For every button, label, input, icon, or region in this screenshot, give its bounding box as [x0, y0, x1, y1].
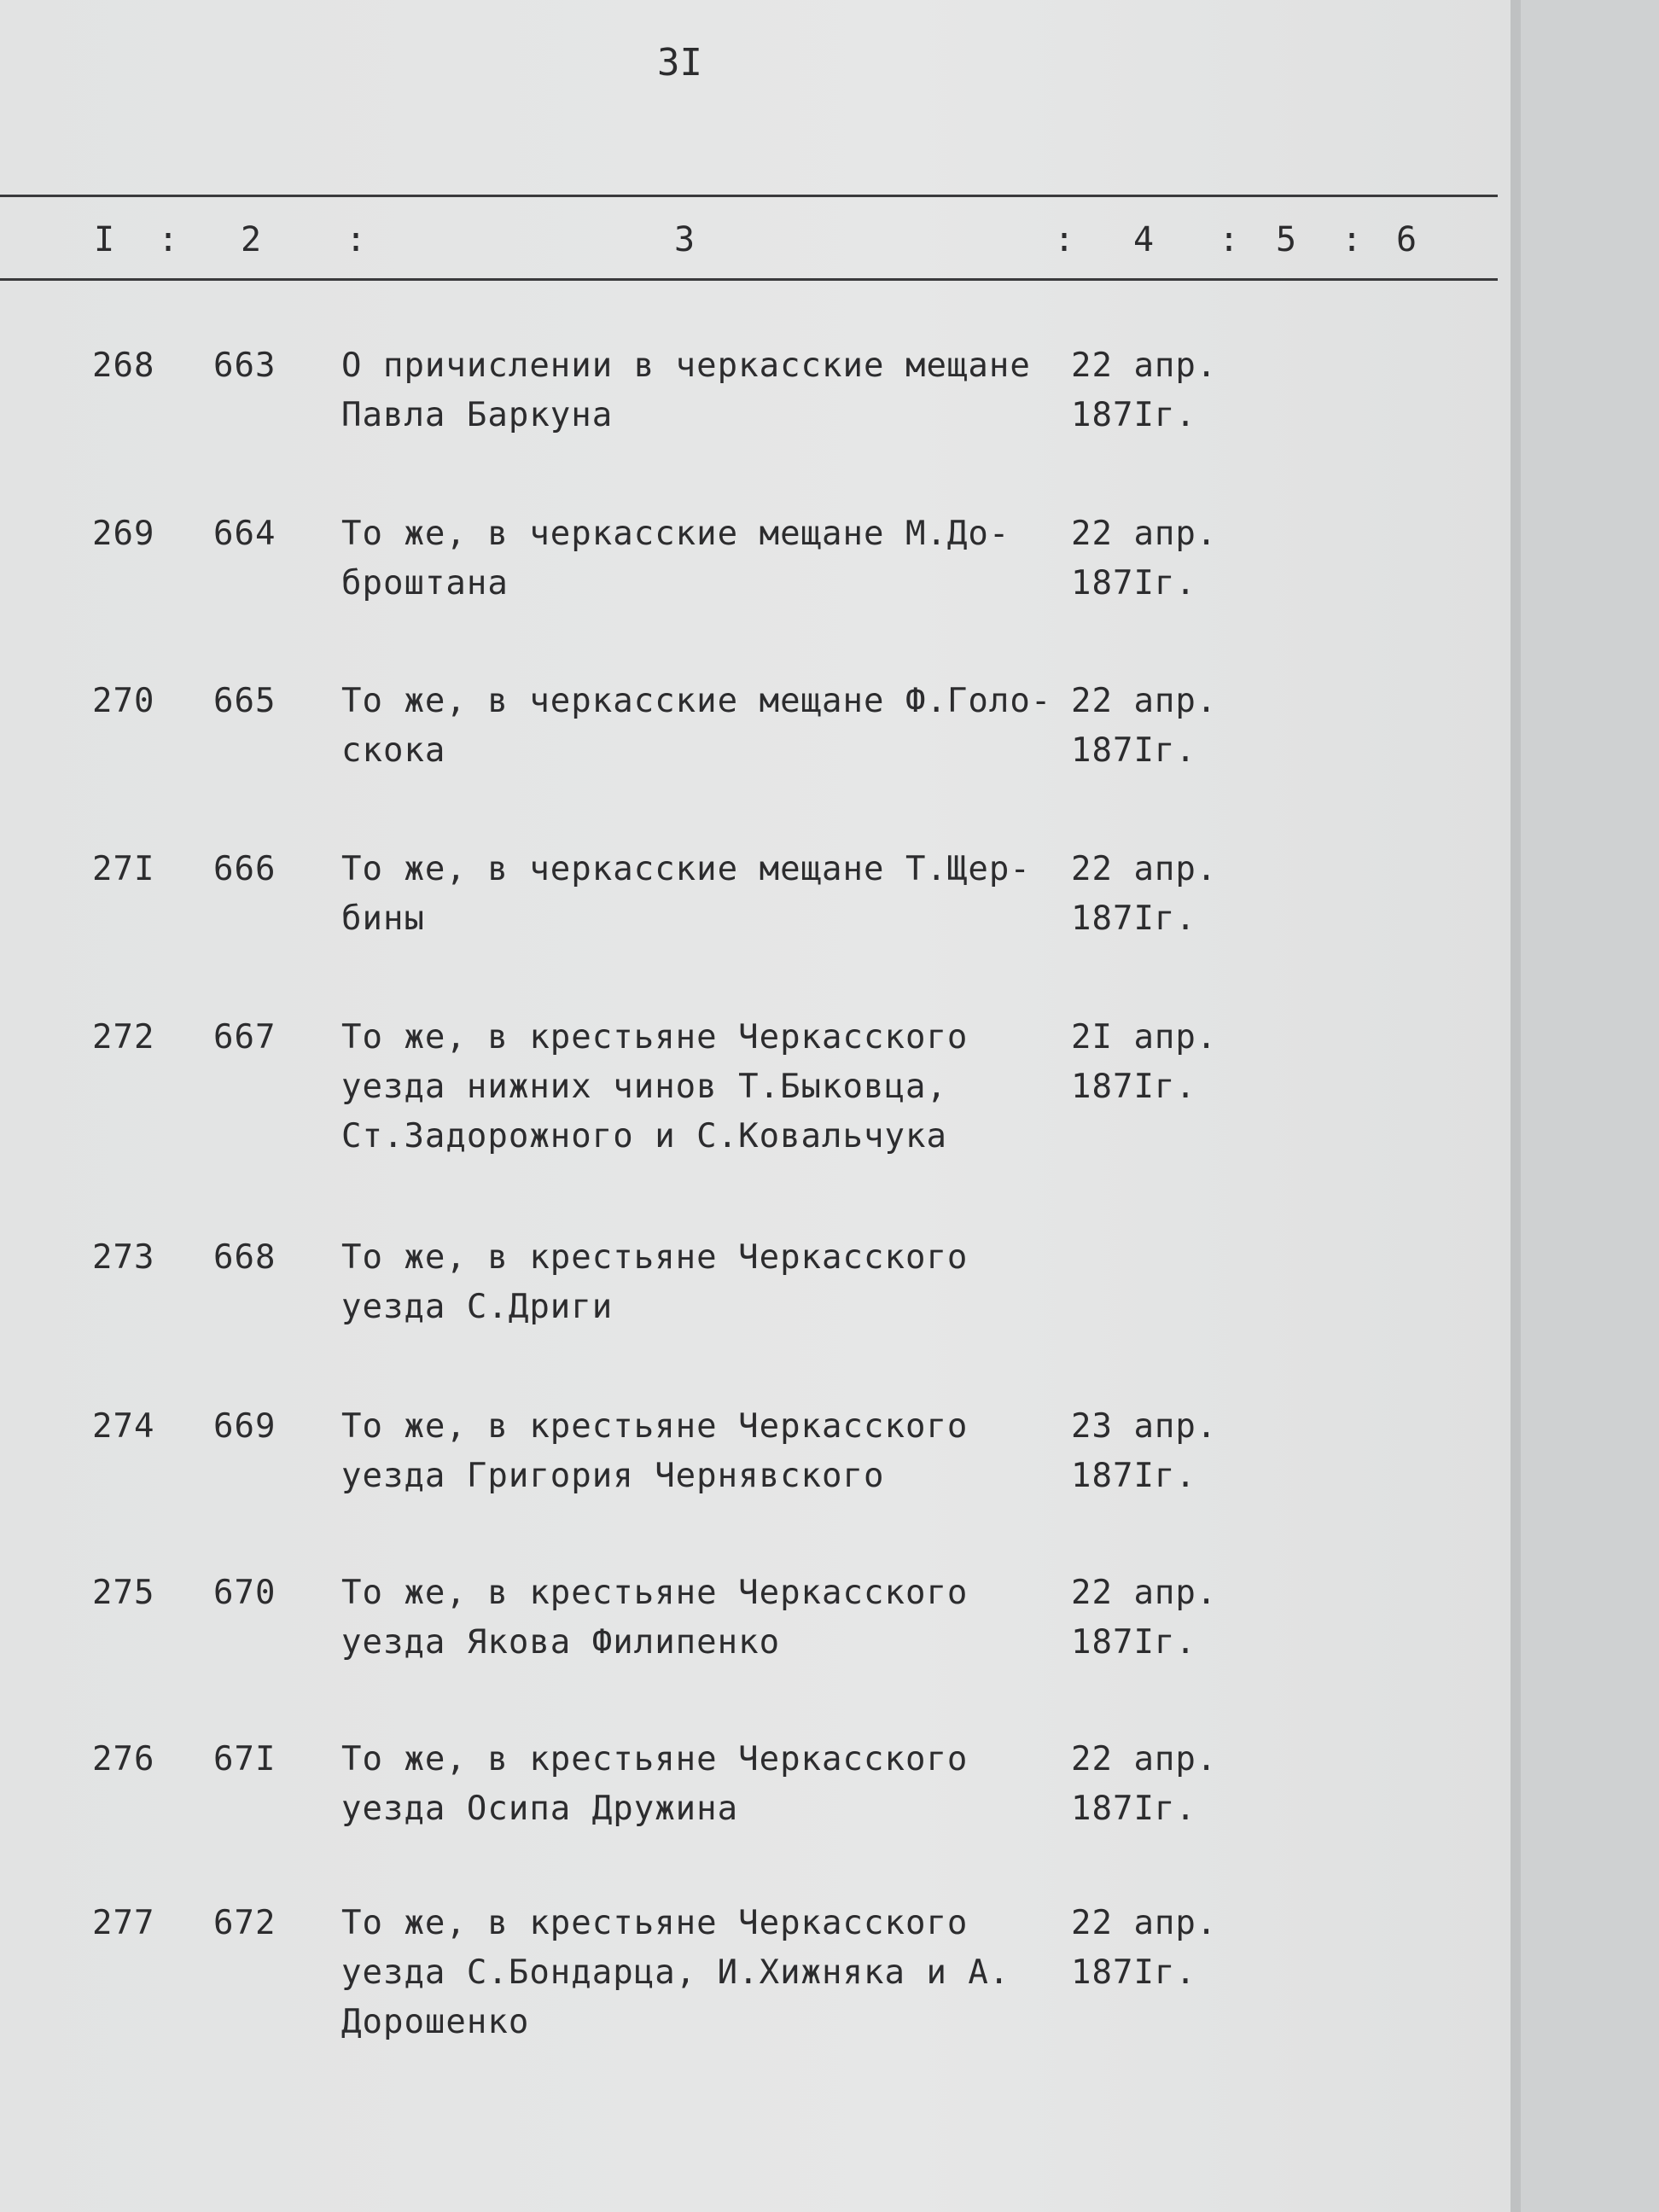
entry-date	[1071, 1569, 1217, 1668]
entry-number: 273	[92, 1238, 155, 1277]
description-line: скока	[341, 731, 446, 770]
description-line: уезда Якова Филипенко	[341, 1623, 781, 1662]
description-line: Ст.Задорожного и С.Ковальчука	[341, 1117, 947, 1155]
entry-number: 270	[92, 682, 155, 720]
entry-date	[1071, 1735, 1217, 1834]
entry-description	[341, 341, 1031, 440]
date-line: 22 апр.	[1071, 515, 1218, 553]
entry-number: 274	[92, 1407, 155, 1446]
description-line: Павла Баркуна	[341, 396, 614, 434]
entry-description	[341, 1013, 968, 1161]
description-line: То же, в черкасские мещане Т.Щер-	[341, 850, 1031, 888]
header-col-2: 2	[241, 220, 262, 259]
date-line: 2I апр.	[1071, 1018, 1218, 1057]
header-col-4: 4	[1133, 220, 1155, 259]
entry-date	[1071, 341, 1217, 440]
description-line: То же, в крестьяне Черкасского	[341, 1740, 969, 1778]
description-line: Дорошенко	[341, 2003, 530, 2041]
description-line: То же, в черкасские мещане Ф.Голо-	[341, 682, 1052, 720]
file-number: 663	[213, 346, 276, 385]
entry-date	[1071, 1899, 1217, 1998]
file-number: 668	[213, 1238, 276, 1277]
date-line: 23 апр.	[1071, 1407, 1218, 1446]
entry-description	[341, 1233, 968, 1332]
description-line: броштана	[341, 564, 509, 602]
header-separator: :	[158, 220, 179, 259]
entry-number: 275	[92, 1574, 155, 1612]
entry-description	[341, 845, 1031, 944]
entry-number: 272	[92, 1018, 155, 1057]
entry-number: 276	[92, 1740, 155, 1778]
header-col-3: 3	[674, 220, 696, 259]
entry-description	[341, 1402, 968, 1501]
file-number: 670	[213, 1574, 276, 1612]
date-line: 187Iг.	[1071, 731, 1196, 770]
date-line: 22 апр.	[1071, 682, 1218, 720]
description-line: То же, в черкасские мещане М.До-	[341, 515, 1010, 553]
file-number: 665	[213, 682, 276, 720]
description-line: То же, в крестьяне Черкасского	[341, 1407, 969, 1446]
date-line: 187Iг.	[1071, 1790, 1196, 1828]
entry-date	[1071, 1013, 1217, 1112]
entry-number: 268	[92, 346, 155, 385]
description-line: То же, в крестьяне Черкасского	[341, 1238, 969, 1277]
description-line: бины	[341, 899, 425, 938]
entry-date	[1071, 845, 1217, 944]
date-line: 22 апр.	[1071, 346, 1218, 385]
description-line: То же, в крестьяне Черкасского	[341, 1904, 969, 1942]
entry-description	[341, 1569, 968, 1668]
date-line: 187Iг.	[1071, 1068, 1196, 1106]
file-number: 664	[213, 515, 276, 553]
entry-description	[341, 677, 1051, 776]
entry-date	[1071, 1402, 1217, 1501]
date-line: 22 апр.	[1071, 850, 1218, 888]
header-bottom-rule	[0, 278, 1498, 281]
entry-date	[1071, 677, 1217, 776]
description-line: уезда нижних чинов Т.Быковца,	[341, 1068, 947, 1106]
entry-description	[341, 1899, 1010, 2047]
date-line: 187Iг.	[1071, 1457, 1196, 1495]
description-line: уезда С.Дриги	[341, 1288, 614, 1326]
file-number: 67I	[213, 1740, 276, 1778]
date-line: 187Iг.	[1071, 1953, 1196, 1992]
file-number: 666	[213, 850, 276, 888]
description-line: уезда Осипа Дружина	[341, 1790, 739, 1828]
header-col-6: 6	[1396, 220, 1417, 259]
page-edge	[1511, 0, 1521, 2212]
date-line: 187Iг.	[1071, 899, 1196, 938]
description-line: уезда Григория Чернявского	[341, 1457, 885, 1495]
page-number: 3I	[657, 41, 702, 84]
description-line: уезда С.Бондарца, И.Хижняка и А.	[341, 1953, 1010, 1992]
date-line: 187Iг.	[1071, 564, 1196, 602]
description-line: То же, в крестьяне Черкасского	[341, 1018, 969, 1057]
entry-number: 269	[92, 515, 155, 553]
description-line: О причислении в черкасские мещане	[341, 346, 1031, 385]
header-separator: :	[1342, 220, 1363, 259]
entry-description	[341, 509, 1010, 608]
header-col-5: 5	[1276, 220, 1297, 259]
header-separator: :	[1054, 220, 1075, 259]
date-line: 22 апр.	[1071, 1574, 1218, 1612]
entry-date	[1071, 509, 1217, 608]
entry-description	[341, 1735, 968, 1834]
date-line: 187Iг.	[1071, 396, 1196, 434]
header-top-rule	[0, 195, 1498, 197]
description-line: То же, в крестьяне Черкасского	[341, 1574, 969, 1612]
entry-number: 277	[92, 1904, 155, 1942]
date-line: 187Iг.	[1071, 1623, 1196, 1662]
entry-number: 27I	[92, 850, 155, 888]
header-separator: :	[346, 220, 367, 259]
header-col-1: I	[94, 220, 115, 259]
header-separator: :	[1219, 220, 1240, 259]
background-strip	[1521, 0, 1659, 2212]
date-line: 22 апр.	[1071, 1740, 1218, 1778]
date-line: 22 апр.	[1071, 1904, 1218, 1942]
file-number: 672	[213, 1904, 276, 1942]
file-number: 669	[213, 1407, 276, 1446]
file-number: 667	[213, 1018, 276, 1057]
